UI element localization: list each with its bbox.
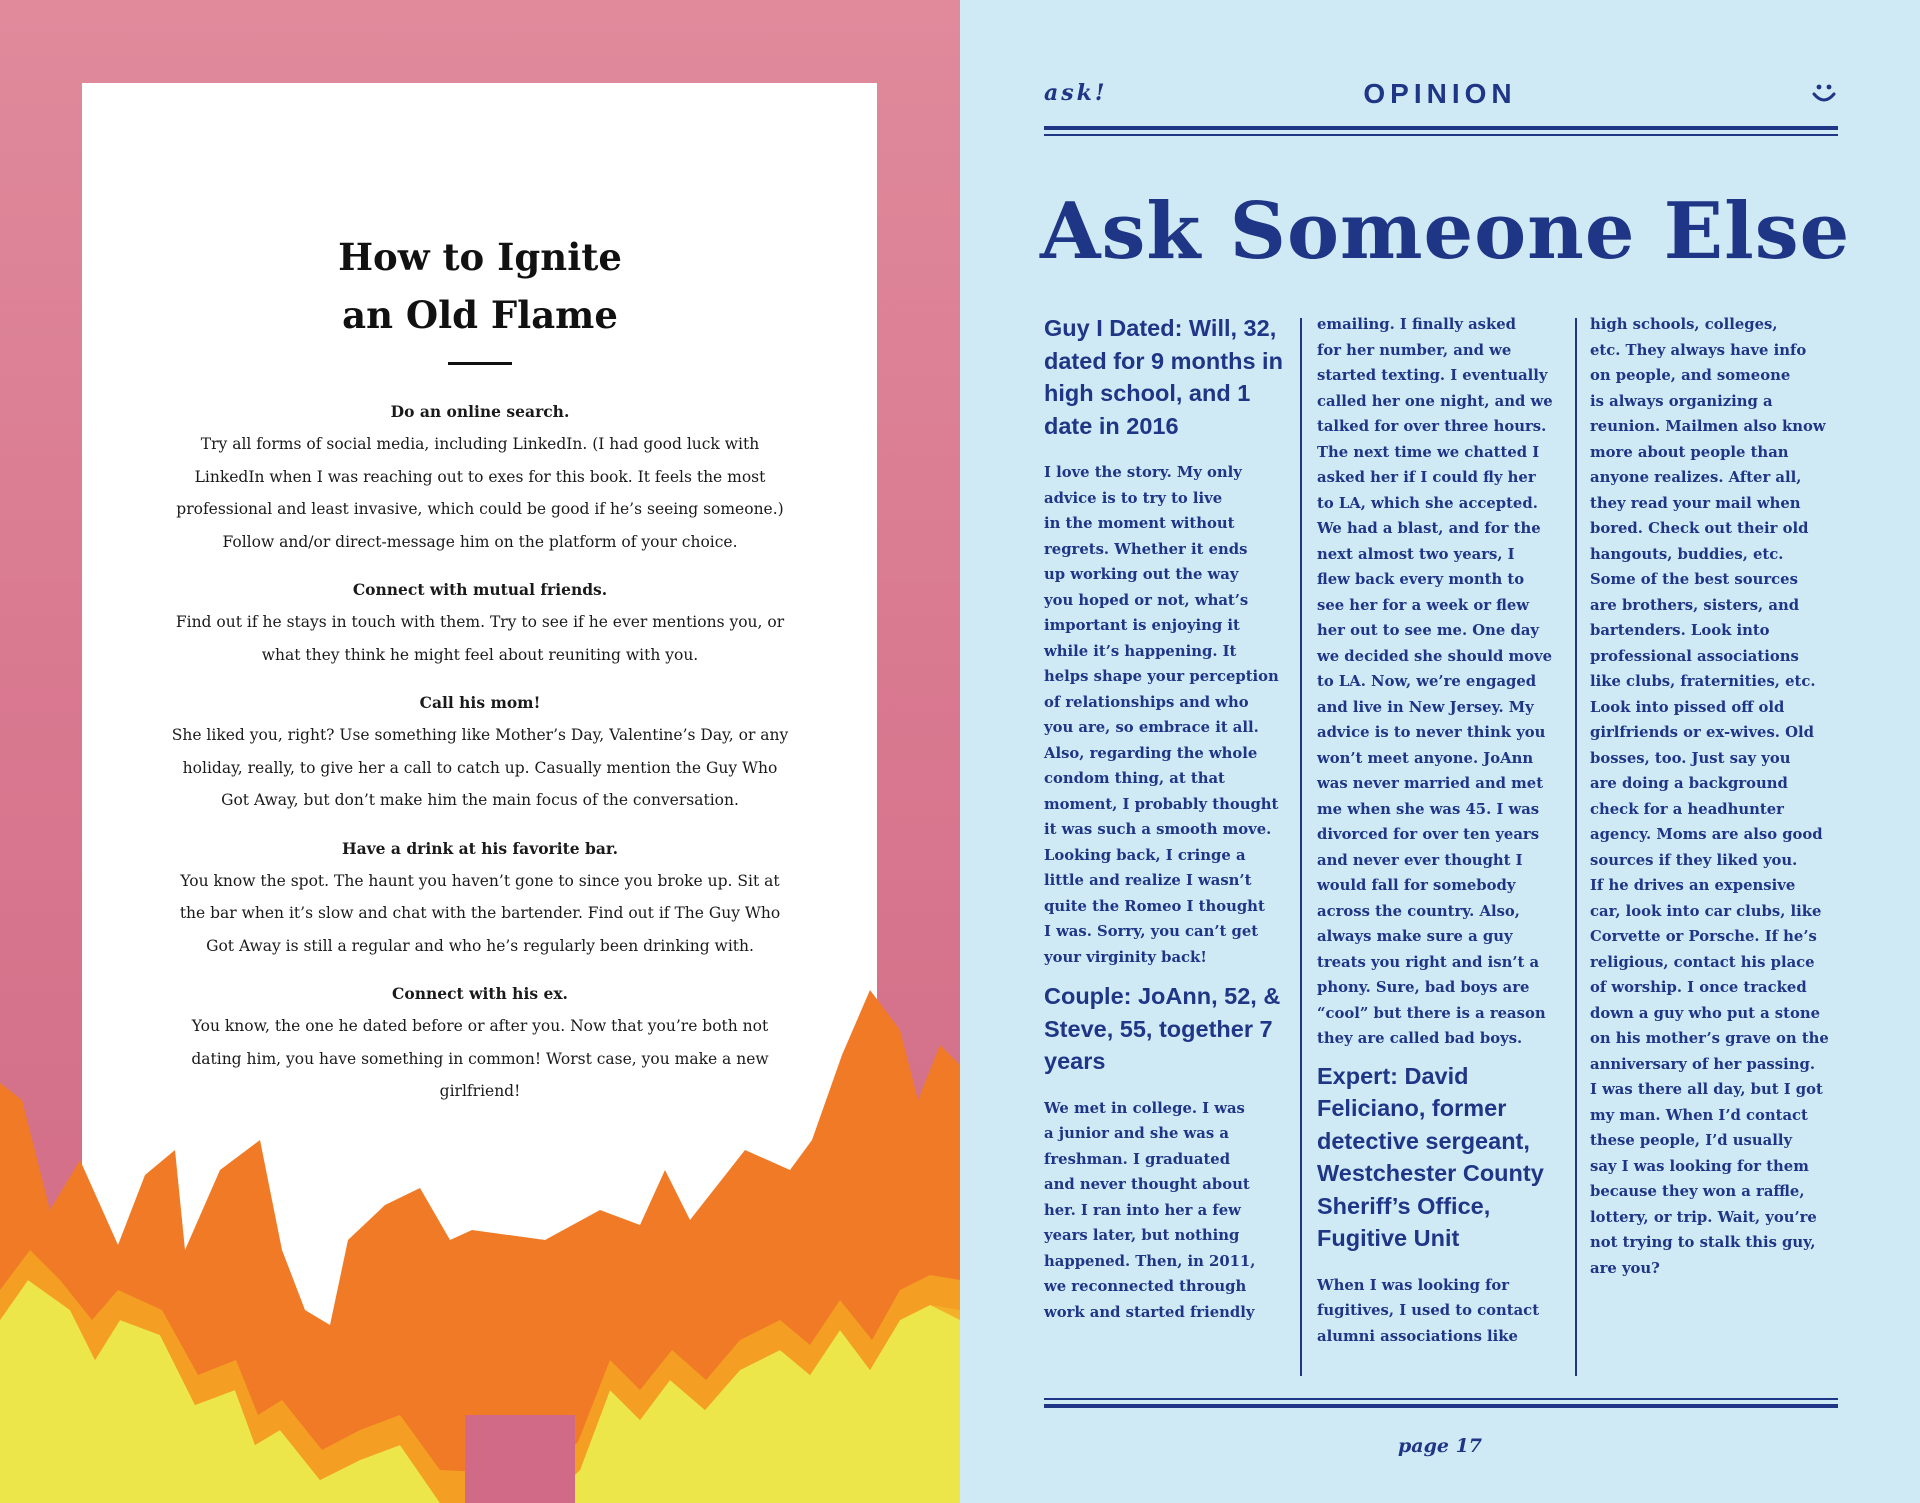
column-divider — [1575, 318, 1577, 1376]
body-paragraph: high schools, colleges, etc. They always have info on people, and someone is always organizing a reunion. Mailmen also know more about people than anyone realizes. After all, they read your mail when bored. Check out their old hangouts, buddies, etc. Some of the best sources are brothers, sisters, and bartenders. Look into professional associations like clubs, fraternities, etc. Look into pissed off old girlfriends or ex-wives. Old bosses, too. Just say you are doing a background check for a headhunter agency. Moms are also good sources if they liked you. If he drives an expensive car, look into car clubs, like Corvette or Porsche. If he’s religious, contact his place of worship. I once tracked down a guy who put a stone on his mother’s grave on the anniversary of her passing. I was there all day, but I got my man. When I’d contact these people, I’d usually say I was looking for them because they won a raffle, lottery, or trip. Wait, you’re not trying to stalk this guy, are you? — [1590, 316, 1829, 1277]
section-title: OPINION — [1363, 78, 1517, 109]
tip-heading: Have a drink at his favorite bar. — [341, 838, 619, 858]
tip-body: Try all forms of social media, including LinkedIn. (I had good luck with LinkedIn when I was reaching out to exes for this book. It feels the most professional and least invasive, which could be good if he’s seeing someone.) Follow and/or direct-message him on the platform of your choice. — [176, 435, 784, 551]
left-page-title — [0, 228, 960, 344]
header-rule-thin — [1044, 134, 1838, 136]
article-title: Ask Someone Else — [1040, 186, 1851, 277]
body-paragraph: When I was looking for fugitives, I used to contact alumni associations like — [1317, 1276, 1540, 1345]
tip-body: You know, the one he dated before or after you. Now that you’re both not dating him, you have something in common! Worst case, you make a new girlfriend! — [191, 1017, 769, 1100]
subhead: Guy I Dated: Will, 32, dated for 9 months in high school, and 1 date in 2016 — [1044, 315, 1283, 439]
column-3 — [1590, 312, 1842, 1289]
tip-body: You know the spot. The haunt you haven’t gone to since you broke up. Sit at the bar when it’s slow and chat with the bartender. Find out if The Guy Who Got Away is still a regular and who he’s regularly been drinking with. — [179, 871, 781, 955]
tip-item — [170, 833, 790, 963]
page-number: page 17 — [1397, 1435, 1483, 1457]
subhead: Couple: JoAnn, 52, & Steve, 55, together 7 years — [1044, 983, 1281, 1074]
subhead: Expert: David Feliciano, former detective sergeant, Westchester County Sheriff’s Office, Fugitive Unit — [1317, 1062, 1544, 1251]
tip-heading: Call his mom! — [419, 693, 541, 712]
header-rule-thick — [1044, 126, 1838, 130]
tip-item — [170, 574, 790, 671]
column-divider — [1300, 318, 1302, 1376]
title-divider — [448, 362, 512, 365]
tip-body: Find out if he stays in touch with them. Try to see if he ever mentions you, or what they think he might feel about reuniting with you. — [175, 613, 785, 664]
smiley-icon — [1811, 82, 1837, 106]
body-paragraph: I love the story. My only advice is to try to live in the moment without regrets. Whether it ends up working out the way you hoped or not, what’s important is enjoying it while it’s happening. It helps shape your perception of relationships and who you are, so embrace it all. Also, regarding the whole condom thing, at that moment, I probably thought it was such a smooth move. Looking back, I cringe a little and realize I wasn’t quite the Romeo I thought I was. Sorry, you can’t get your virginity back! — [1044, 464, 1279, 966]
tip-body: She liked you, right? Use something like Mother’s Day, Valentine’s Day, or any holiday, really, to give her a call to catch up. Casually mention the Guy Who Got Away, but don’t make him the main focus of the conversation. — [171, 726, 789, 809]
right-page — [960, 0, 1920, 1503]
footer-rule-thick — [1044, 1404, 1838, 1408]
tips-list — [170, 396, 790, 1124]
body-paragraph: emailing. I finally asked for her number, and we started texting. I eventually called her one night, and we talked for over three hours. The next time we chatted I asked her if I could fly her to LA, which she accepted. We had a blast, and for the next almost two years, I flew back every month to see her for a week or flew her out to see me. One day we decided she should move to LA. Now, we’re engaged and live in New Jersey. My advice is to never think you won’t meet anyone. JoAnn was never married and met me when she was 45. I was divorced for over ten years and never ever thought I would fall for somebody across the country. Also, always make sure a guy treats you right and isn’t a phony. Sure, bad boys are “cool” but there is a reason they are called bad boys. — [1317, 316, 1553, 1047]
body-paragraph: We met in college. I was a junior and she was a freshman. I graduated and never thought about her. I ran into her a few years later, but nothing happened. Then, in 2011, we reconnected through work and started friendly — [1044, 1099, 1256, 1321]
tip-heading: Connect with mutual friends. — [352, 580, 608, 599]
footer-rule-thin — [1044, 1398, 1838, 1400]
column-1 — [1044, 312, 1296, 1333]
tip-item — [170, 396, 790, 558]
tip-heading: Do an online search. — [390, 402, 570, 421]
tip-item — [170, 687, 790, 817]
tip-item — [170, 978, 790, 1108]
column-2 — [1317, 312, 1569, 1357]
title-line-2: an Old Flame — [342, 293, 618, 337]
title-line-1: How to Ignite — [338, 235, 622, 279]
tip-heading: Connect with his ex. — [392, 984, 568, 1003]
section-tag: ask! — [1044, 80, 1108, 106]
